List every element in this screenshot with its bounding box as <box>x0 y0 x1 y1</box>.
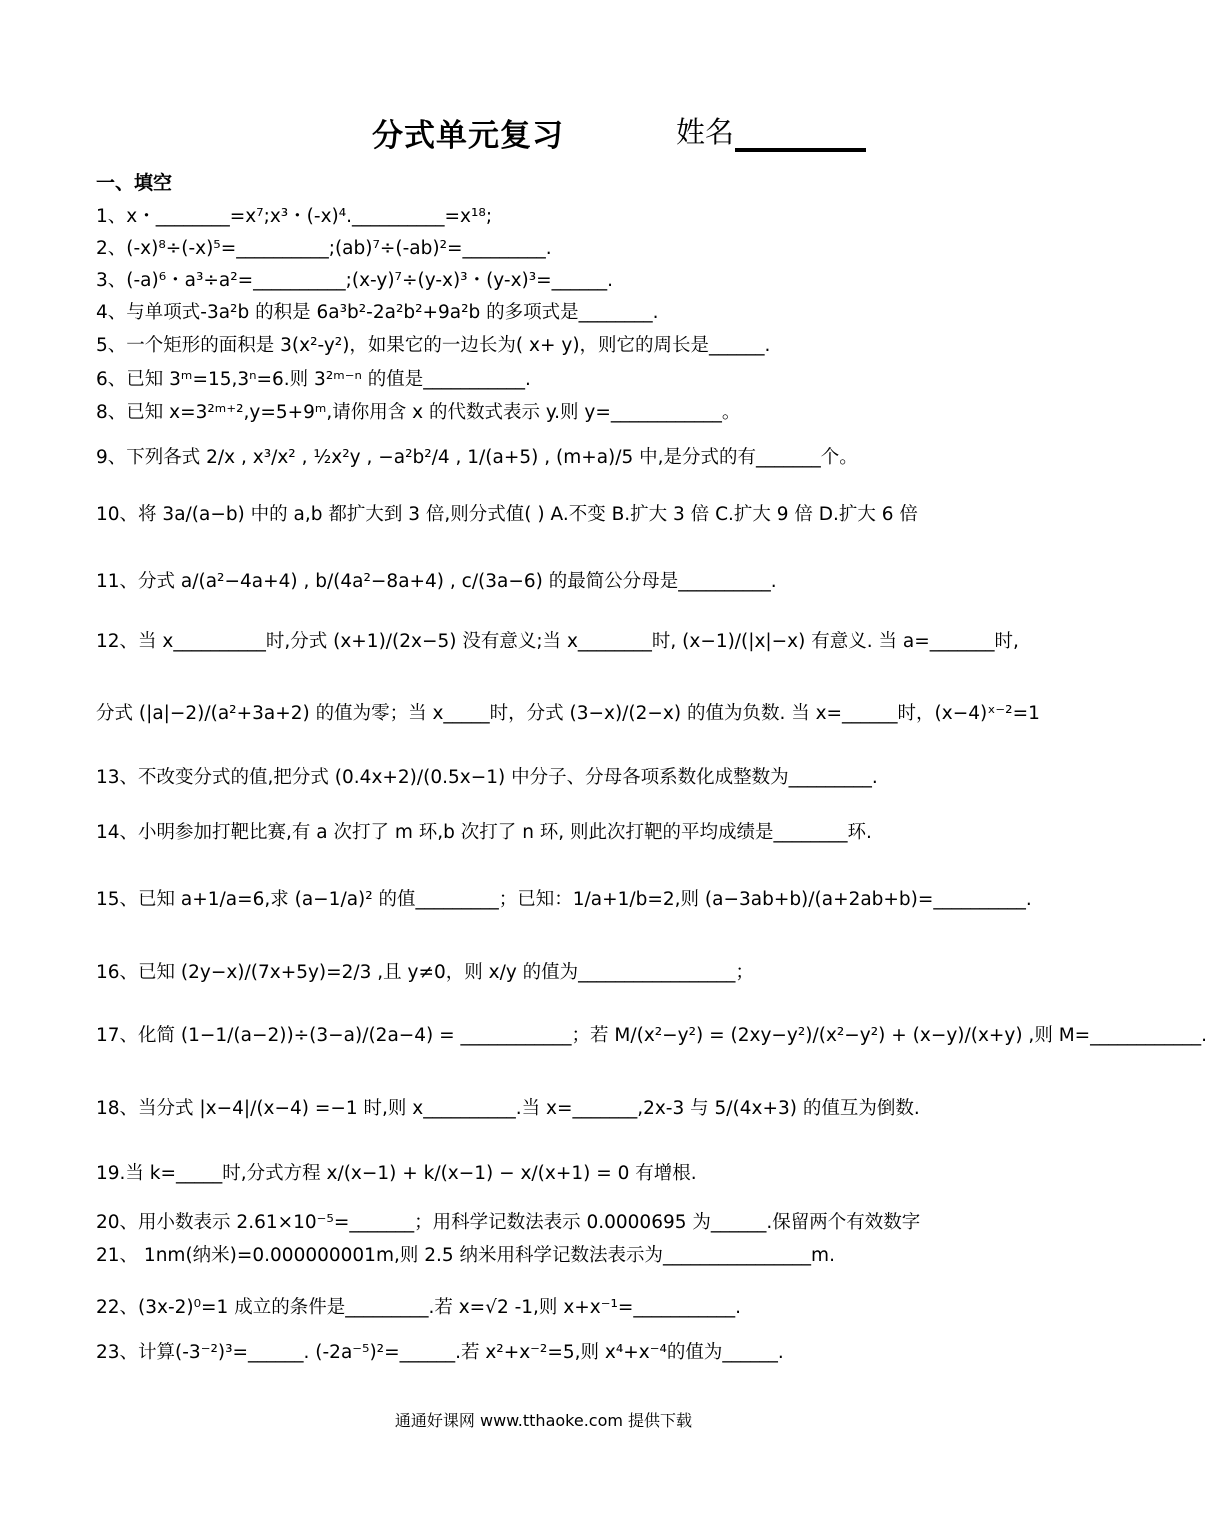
question-21: 21、 1nm(纳米)=0.000000001m,则 2.5 纳米用科学记数法表示为________________m. <box>96 1245 835 1266</box>
question-12: 12、当 x__________时,分式 (x+1)/(2x−5) 没有意义;当 x________时, (x−1)/(|x|−x) 有意义. 当 a=_______时, <box>96 631 1019 652</box>
question-13: 13、不改变分式的值,把分式 (0.4x+2)/(0.5x−1) 中分子、分母各项系数化成整数为_________. <box>96 767 878 788</box>
question-20: 20、用小数表示 2.61×10⁻⁵=_______；用科学记数法表示 0.0000695 为______.保留两个有效数字 <box>96 1212 921 1233</box>
footer-text: 通通好课网 www.tthaoke.com 提供下载 <box>394 1411 693 1430</box>
question-2: 2、(-x)⁸÷(-x)⁵=__________;(ab)⁷÷(-ab)²=_________. <box>96 238 552 259</box>
question-1: 1、x・________=x⁷;x³・(-x)⁴.__________=x¹⁸; <box>96 206 493 227</box>
question-5: 5、一个矩形的面积是 3(x²-y²)，如果它的一边长为( x+ y)，则它的周长是______. <box>96 335 771 356</box>
question-16: 16、已知 (2y−x)/(7x+5y)=2/3 ,且 y≠0，则 x/y 的值为_________________； <box>96 962 754 983</box>
question-6: 6、已知 3ᵐ=15,3ⁿ=6.则 3²ᵐ⁻ⁿ 的值是___________. <box>96 369 531 390</box>
question-10: 10、将 3a/(a−b) 中的 a,b 都扩大到 3 倍,则分式值( ) A.不变 B.扩大 3 倍 C.扩大 9 倍 D.扩大 6 倍 <box>96 504 918 525</box>
question-12-continued: 分式 (|a|−2)/(a²+3a+2) 的值为零；当 x_____时，分式 (3−x)/(2−x) 的值为负数. 当 x=______时，(x−4)ˣ⁻²=1 <box>96 703 1040 724</box>
question-19: 19.当 k=_____时,分式方程 x/(x−1) + k/(x−1) − x/(x+1) = 0 有增根. <box>96 1163 697 1184</box>
header <box>0 108 1087 160</box>
question-15: 15、已知 a+1/a=6,求 (a−1/a)² 的值_________；已知：1/a+1/b=2,则 (a−3ab+b)/(a+2ab+b)=__________. <box>96 889 1032 910</box>
name-label: 姓名 <box>676 115 735 149</box>
question-23: 23、计算(-3⁻²)³=______. (-2a⁻⁵)²=______.若 x²+x⁻²=5,则 x⁴+x⁻⁴的值为______. <box>96 1342 784 1363</box>
question-4: 4、与单项式-3a²b 的积是 6a³b²-2a²b²+9a²b 的多项式是________. <box>96 302 659 323</box>
question-3: 3、(-a)⁶・a³÷a²=__________;(x-y)⁷÷(y-x)³・(y-x)³=______. <box>96 270 614 291</box>
section-title: 一、填空 <box>96 172 173 194</box>
question-9: 9、下列各式 2/x , x³/x² , ½x²y , −a²b²/4 , 1/(a+5) , (m+a)/5 中,是分式的有_______个。 <box>96 447 858 468</box>
question-11: 11、分式 a/(a²−4a+4) , b/(4a²−8a+4) , c/(3a−6) 的最简公分母是__________. <box>96 571 777 592</box>
question-14: 14、小明参加打靶比赛,有 a 次打了 m 环,b 次打了 n 环, 则此次打靶的平均成绩是________环. <box>96 822 872 843</box>
question-18: 18、当分式 |x−4|/(x−4) =−1 时,则 x__________.当 x=_______,2x-3 与 5/(4x+3) 的值互为倒数. <box>96 1098 920 1119</box>
name-blank <box>735 148 866 152</box>
page-title: 分式单元复习 <box>372 118 564 154</box>
question-8: 8、已知 x=3²ᵐ⁺²,y=5+9ᵐ,请你用含 x 的代数式表示 y.则 y=____________。 <box>96 402 741 423</box>
question-22: 22、(3x-2)⁰=1 成立的条件是_________.若 x=√2 -1,则 x+x⁻¹=___________. <box>96 1297 742 1318</box>
question-17: 17、化简 (1−1/(a−2))÷(3−a)/(2a−4) = ____________；若 M/(x²−y²) = (2xy−y²)/(x²−y²) + (x−y)/(x+y) ,则 M=____________. <box>96 1025 1207 1046</box>
